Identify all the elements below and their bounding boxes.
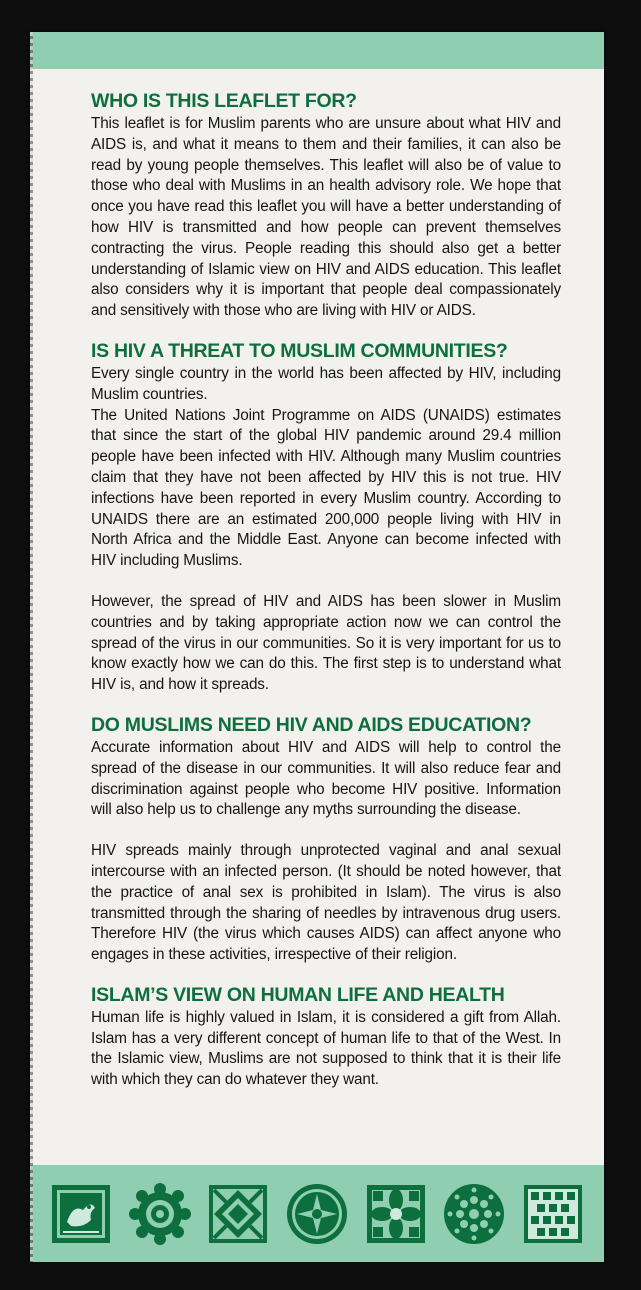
bottom-pattern-band <box>30 1165 604 1262</box>
leaflet-page <box>30 32 604 1262</box>
section-paragraph: This leaflet is for Muslim parents who are unsure about what HIV and AIDS is, and what it means to them and their families, it can also be read by young people themselves. This leaflet will also be of value to those who deal with Muslims in an health advisory role. We hope that once you have read this leaflet you will have a better understanding of how HIV is transmitted and how people can prevent themselves contracting the virus. People reading this should also get a better understanding of Islamic view on HIV and AIDS education. This leaflet also considers why it is important that people deal compassionately and sensitively with those who are living with HIV or AIDS. <box>91 115 561 320</box>
square-tile-bird-icon <box>49 1182 113 1246</box>
round-dotted-medallion-icon <box>442 1182 506 1246</box>
rosette-medallion-icon <box>128 1182 192 1246</box>
section-islam-view <box>91 982 561 1091</box>
section-heading: ISLAM’S VIEW ON HUMAN LIFE AND HEALTH <box>91 983 505 1006</box>
section-heading: IS HIV A THREAT TO MUSLIM COMMUNITIES? <box>91 339 508 362</box>
section-hiv-threat <box>91 338 561 696</box>
section-heading: WHO IS THIS LEAFLET FOR? <box>91 90 357 112</box>
section-paragraph: HIV spreads mainly through unprotected vaginal and anal sexual intercourse with an infected person. (It should be noted however, that the practice of anal sex is prohibited in Islam). The virus is also transmitted through the sharing of needles by intravenous drug users. Therefore HIV (the virus which causes AIDS) can affect anyone who engages in these activities, irrespective of their religion. <box>91 842 561 964</box>
square-tile-grid-icon <box>521 1182 585 1246</box>
section-paragraph: Human life is highly valued in Islam, it is considered a gift from Allah. Islam has a very different concept of human life to that of the West. In the Islamic view, Muslims are not supposed to think that it is their life with which they can do whatever they want. <box>91 1008 561 1089</box>
leaflet-content <box>91 88 561 1091</box>
section-education <box>91 712 561 966</box>
section-paragraph: Every single country in the world has been affected by HIV, including Muslim countries. <box>91 364 561 403</box>
section-paragraph: However, the spread of HIV and AIDS has been slower in Muslim countries and by taking appropriate action now we can control the spread of the virus in our communities. So it is very important for us to know exactly how we can do this. The first step is to understand what HIV is, and how it spreads. <box>91 592 561 694</box>
section-who-is-leaflet-for <box>91 88 561 322</box>
section-paragraph: The United Nations Joint Programme on AIDS (UNAIDS) estimates that since the start of the global HIV pandemic around 29.4 million people have been infected with HIV. Although many Muslim countries claim that they have not been affected by HIV this is not true. HIV infections have been reported in every Muslim country. According to UNAIDS there are an estimated 200,000 people living with HIV in North Africa and the Middle East. Anyone can become infected with HIV including Muslims. <box>91 406 561 570</box>
section-paragraph: Accurate information about HIV and AIDS will help to control the spread of the disease in our communities. It will also reduce fear and discrimination against people who become HIV positive. Information will also help us to challenge any myths surrounding the disease. <box>91 738 561 819</box>
round-medallion-icon <box>285 1182 349 1246</box>
square-tile-flower-icon <box>364 1182 428 1246</box>
section-heading: DO MUSLIMS NEED HIV AND AIDS EDUCATION? <box>91 713 532 736</box>
diamond-tile-icon <box>206 1182 270 1246</box>
top-green-band <box>30 32 604 69</box>
